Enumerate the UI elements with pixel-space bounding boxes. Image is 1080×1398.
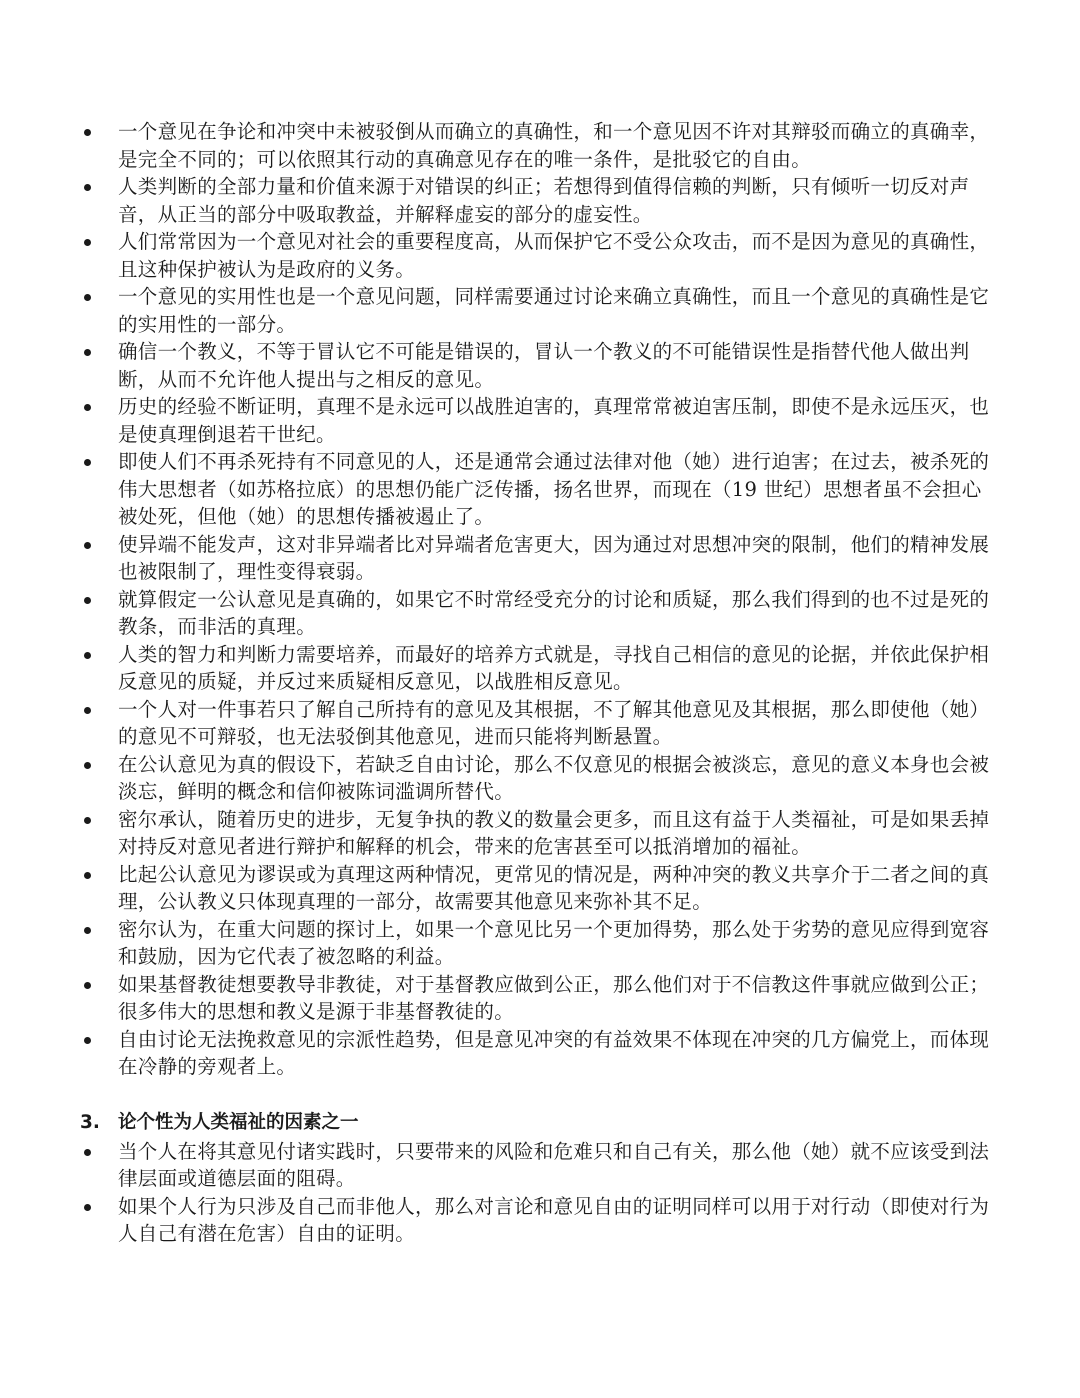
bullet-icon <box>84 349 91 356</box>
list-item-text: 人们常常因为一个意见对社会的重要程度高，从而保护它不受公众攻击，而不是因为意见的真确性，且这种保护被认为是政府的义务。 <box>118 230 990 281</box>
list-item <box>80 861 1000 916</box>
bullet-icon <box>84 1037 91 1044</box>
list-item-text: 当个人在将其意见付诸实践时，只要带来的风险和危难只和自己有关，那么他（她）就不应该受到法律层面或道德层面的阻碍。 <box>118 1139 990 1190</box>
bullet-icon <box>84 184 91 191</box>
list-item-text: 自由讨论无法挽救意见的宗派性趋势，但是意见冲突的有益效果不体现在冲突的几方偏党上，而体现在冷静的旁观者上。 <box>118 1027 990 1078</box>
list-item-text: 如果基督教徒想要教导非教徒，对于基督教应做到公正，那么他们对于不信教这件事就应做到公正；很多伟大的思想和教义是源于非基督教徒的。 <box>118 972 990 1023</box>
bullet-icon <box>84 542 91 549</box>
list-item-text: 人类判断的全部力量和价值来源于对错误的纠正；若想得到值得信赖的判断，只有倾听一切反对声音，从正当的部分中吸取教益，并解释虚妄的部分的虚妄性。 <box>118 175 970 226</box>
list-item-text: 密尔认为，在重大问题的探讨上，如果一个意见比另一个更加得势，那么处于劣势的意见应得到宽容和鼓励，因为它代表了被忽略的利益。 <box>118 917 990 968</box>
list-item <box>80 173 1000 228</box>
list-item <box>80 1026 1000 1081</box>
bullet-icon <box>84 1149 91 1156</box>
bullet-icon <box>84 597 91 604</box>
list-item-text: 即使人们不再杀死持有不同意见的人，还是通常会通过法律对他（她）进行迫害；在过去，被杀死的伟大思想者（如苏格拉底）的思想仍能广泛传播，扬名世界，而现在（19 世纪）思想者虽不会担心被处死，但他（她）的思想传播被遏止了。 <box>118 450 990 528</box>
list-item <box>80 806 1000 861</box>
list-item <box>80 971 1000 1026</box>
list-item-text: 比起公认意见为谬误或为真理这两种情况，更常见的情况是，两种冲突的教义共享介于二者之间的真理，公认教义只体现真理的一部分，故需要其他意见来弥补其不足。 <box>118 862 990 913</box>
list-item <box>80 531 1000 586</box>
bullet-icon <box>84 459 91 466</box>
bullet-list-section3 <box>80 1138 1000 1248</box>
list-item-text: 人类的智力和判断力需要培养，而最好的培养方式就是，寻找自己相信的意见的论据，并依此保护相反意见的质疑，并反过来质疑相反意见，以战胜相反意见。 <box>118 642 990 693</box>
bullet-icon <box>84 1204 91 1211</box>
list-item <box>80 228 1000 283</box>
bullet-icon <box>84 129 91 136</box>
list-item <box>80 283 1000 338</box>
list-item-text: 在公认意见为真的假设下，若缺乏自由讨论，那么不仅意见的根据会被淡忘，意见的意义本身也会被淡忘，鲜明的概念和信仰被陈词滥调所替代。 <box>118 752 990 803</box>
bullet-icon <box>84 294 91 301</box>
bullet-icon <box>84 707 91 714</box>
list-item-text: 使异端不能发声，这对非异端者比对异端者危害更大，因为通过对思想冲突的限制，他们的精神发展也被限制了，理性变得衰弱。 <box>118 532 990 583</box>
bullet-icon <box>84 762 91 769</box>
list-item-text: 一个意见的实用性也是一个意见问题，同样需要通过讨论来确立真确性，而且一个意见的真确性是它的实用性的一部分。 <box>118 285 990 336</box>
list-item <box>80 448 1000 531</box>
section-heading <box>80 1109 1000 1136</box>
list-item-text: 密尔承认，随着历史的进步，无复争执的教义的数量会更多，而且这有益于人类福祉，可是如果丢掉对持反对意见者进行辩护和解释的机会，带来的危害甚至可以抵消增加的福祉。 <box>118 807 990 858</box>
list-item <box>80 118 1000 173</box>
list-item-text: 确信一个教义，不等于冒认它不可能是错误的，冒认一个教义的不可能错误性是指替代他人做出判断，从而不允许他人提出与之相反的意见。 <box>118 340 970 391</box>
list-item <box>80 696 1000 751</box>
list-item <box>80 641 1000 696</box>
list-item-text: 就算假定一公认意见是真确的，如果它不时常经受充分的讨论和质疑，那么我们得到的也不过是死的教条，而非活的真理。 <box>118 587 990 638</box>
bullet-list-part1 <box>80 118 1000 1081</box>
list-item-text: 一个意见在争论和冲突中未被驳倒从而确立的真确性，和一个意见因不许对其辩驳而确立的真确幸，是完全不同的；可以依照其行动的真确意见存在的唯一条件，是批驳它的自由。 <box>118 120 990 171</box>
bullet-icon <box>84 817 91 824</box>
bullet-icon <box>84 982 91 989</box>
list-item <box>80 751 1000 806</box>
list-item <box>80 586 1000 641</box>
list-item <box>80 1138 1000 1193</box>
list-item-text: 如果个人行为只涉及自己而非他人，那么对言论和意见自由的证明同样可以用于对行动（即使对行为人自己有潜在危害）自由的证明。 <box>118 1194 990 1245</box>
list-item-text: 一个人对一件事若只了解自己所持有的意见及其根据，不了解其他意见及其根据，那么即使他（她）的意见不可辩驳，也无法驳倒其他意见，进而只能将判断悬置。 <box>118 697 990 748</box>
list-item <box>80 393 1000 448</box>
section-number: 3. <box>80 1111 100 1133</box>
list-item <box>80 338 1000 393</box>
section-title: 论个性为人类福祉的因素之一 <box>118 1111 359 1133</box>
bullet-icon <box>84 872 91 879</box>
bullet-icon <box>84 927 91 934</box>
list-item <box>80 1193 1000 1248</box>
list-item-text: 历史的经验不断证明，真理不是永远可以战胜迫害的，真理常常被迫害压制，即使不是永远压灭，也是使真理倒退若干世纪。 <box>118 395 990 446</box>
list-item <box>80 916 1000 971</box>
bullet-icon <box>84 404 91 411</box>
document-page <box>80 118 1000 1248</box>
bullet-icon <box>84 239 91 246</box>
bullet-icon <box>84 652 91 659</box>
